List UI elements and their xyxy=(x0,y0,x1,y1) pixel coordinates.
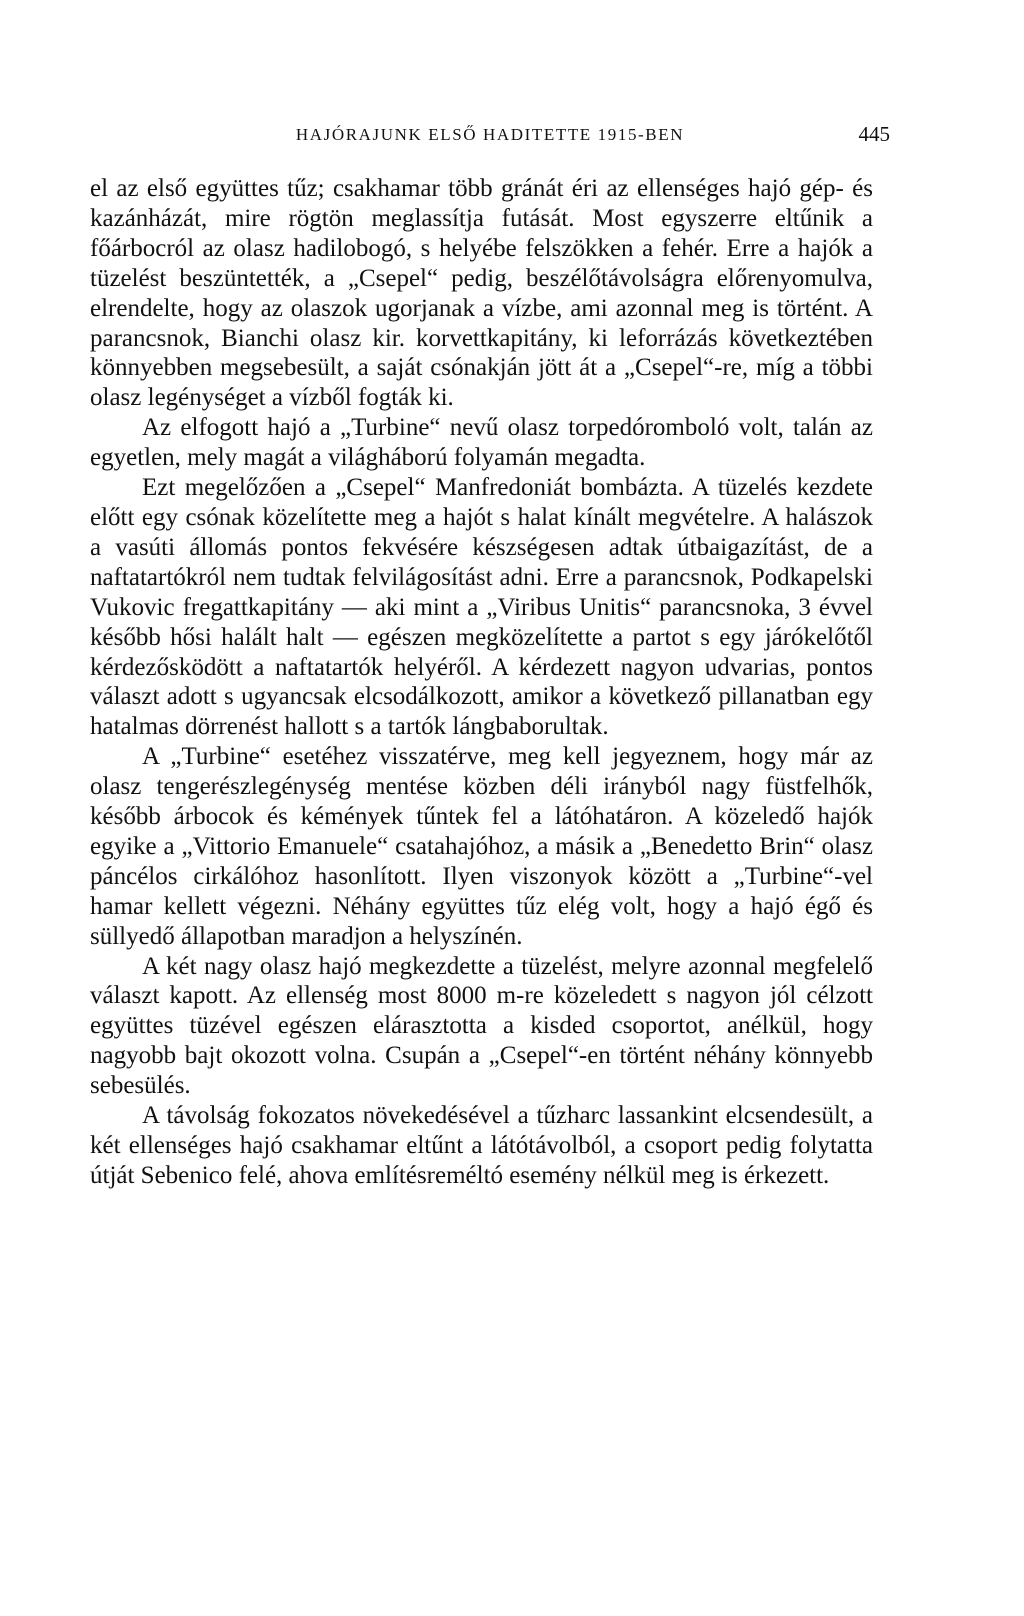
paragraph: A két nagy olasz hajó megkezdette a tüzelést, melyre azonnal megfelelő választ kapott. Az ellenség most 8000 m-re közeledett s nagyon jól célzott együttes tüzével egészen elárasztotta a kisded csoportot, anélkül, hogy nagyobb bajt okozott volna. Csupán a „Csepel“-en történt néhány könnyebb sebesülés. xyxy=(90,952,873,1100)
paragraph: Az elfogott hajó a „Turbine“ nevű olasz torpedóromboló volt, talán az egyetlen, mely magát a világháború folyamán megadta. xyxy=(90,414,873,472)
paragraph: Ezt megelőzően a „Csepel“ Manfredoniát bombázta. A tüzelés kezdete előtt egy csónak közelítette meg a hajót s halat kínált megvételre. A halászok a vasúti állomás pontos fekvésére készségesen adtak útbaigazítást, de a naftatartókról nem tudtak felvilágosítást adni. Erre a parancsnok, Podkapelski Vukovic fregattkapitány — aki mint a „Viribus Unitis“ parancsnoka, 3 évvel később hősi halált halt — egészen megközelítette a partot s egy járókelőtől kérdezősködött a naftatartók helyéről. A kérdezett nagyon udvarias, pontos választ adott s ugyancsak elcsodálkozott, amikor a következő pillanatban egy hatalmas dörrenést hallott s a tartók lángbaborultak. xyxy=(90,474,873,741)
page-number: 445 xyxy=(858,122,890,146)
running-header-title: HAJÓRAJUNK ELSŐ HADITETTE 1915-BEN xyxy=(295,125,685,144)
paragraph: el az első együttes tűz; csakhamar több gránát éri az ellenséges hajó gép- és kazánházát, mire rögtön meglassítja futását. Most egyszerre eltűnik a főárbocról az olasz hadilobogó, s helyébe felszökken a fehér. Erre a hajók a tüzelést beszüntették, a „Csepel“ pedig, beszélőtávolságra előrenyomulva, elrendelte, hogy az olaszok ugorjanak a vízbe, ami azonnal meg is történt. A parancsnok, Bianchi olasz kir. korvettkapitány, ki leforrázás következtében könnyebben megsebesült, a saját csónakján jött át a „Csepel“-re, míg a többi olasz legénységet a vízből fogták ki. xyxy=(90,175,873,412)
paragraph: A távolság fokozatos növekedésével a tűzharc lassankint elcsendesült, a két ellenséges hajó csakhamar eltűnt a látótávolból, a csoport pedig folytatta útját Sebenico felé, ahova említésreméltó esemény nélkül meg is érkezett. xyxy=(90,1102,873,1189)
running-header xyxy=(90,122,890,152)
paragraph: A „Turbine“ esetéhez visszatérve, meg kell jegyeznem, hogy már az olasz tengerészlegénység mentése közben déli irányból nagy füstfelhők, később árbocok és kémények tűntek fel a látóhatáron. A közeledő hajók egyike a „Vittorio Emanuele“ csatahajóhoz, a másik a „Benedetto Brin“ olasz páncélos cirkálóhoz hasonlított. Ilyen viszonyok között a „Turbine“-vel hamar kellett végezni. Néhány együttes tűz elég volt, hogy a hajó égő és süllyedő állapotban maradjon a helyszínén. xyxy=(90,743,873,950)
body-text xyxy=(90,174,873,1191)
